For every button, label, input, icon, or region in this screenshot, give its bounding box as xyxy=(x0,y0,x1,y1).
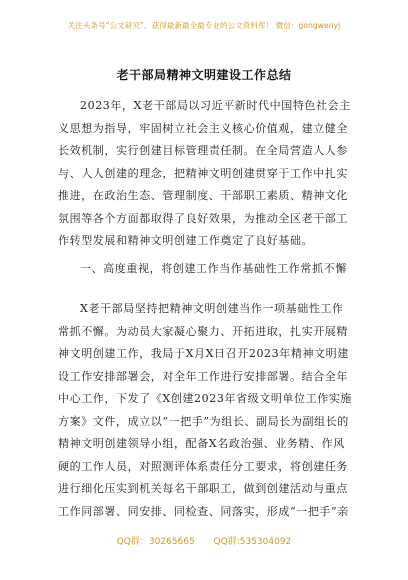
document-title: 老干部局精神文明建设工作总结 xyxy=(116,68,292,82)
footer-contact xyxy=(0,534,408,547)
section-paragraph: X老干部局坚持把精神文明创建当作一项基础性工作常抓不懈。为动员大家凝心聚力、开拓进取，扎实开展精神文明创建工作，我局于X月X日召开2023年精神文明建设工作安排部署会，对全年工作进行安排部署。结合全年中心工作，下发了《X创建2023年省级文明单位工作实施方案》文件，成立以“一把手”为组长、副局长为副组长的精神文明创建领导小组，配备X名政治强、业务精、作风硬的工作人员，对照测评体系责任分工要求，将创建任务进行细化压实到机关每名干部职工，做到创建活动与重点工作同部署、同安排、同检查、同落实，形成“一把手”亲 xyxy=(58,302,353,518)
intro-paragraph: 2023年，X老干部局以习近平新时代中国特色社会主义思想为指导，牢固树立社会主义核心价值观，建立健全长效机制，实行创建目标管理责任制。在全局营造人人参与、人人创建的理念，把精神文明创建贯穿于工作中扎实推进，在政治生态、管理制度、干部职工素质、精神文化氛围等各个方面都取得了良好效果，为推动全区老干部工作转型发展和精神文明创建工作奠定了良好基础。 xyxy=(58,99,351,247)
section-heading: 一、高度重视，将创建工作当作基础性工作常抓不懈 xyxy=(80,262,347,275)
footer-qq-group-1: QQ群：30265665 xyxy=(116,537,195,547)
footer-qq-group-2: QQ群:535304092 xyxy=(213,537,292,547)
promo-banner: 关注头条号“公文研究”，获得最新最全最专业的公文资料库！ 微信：gongwenyj xyxy=(67,21,341,30)
